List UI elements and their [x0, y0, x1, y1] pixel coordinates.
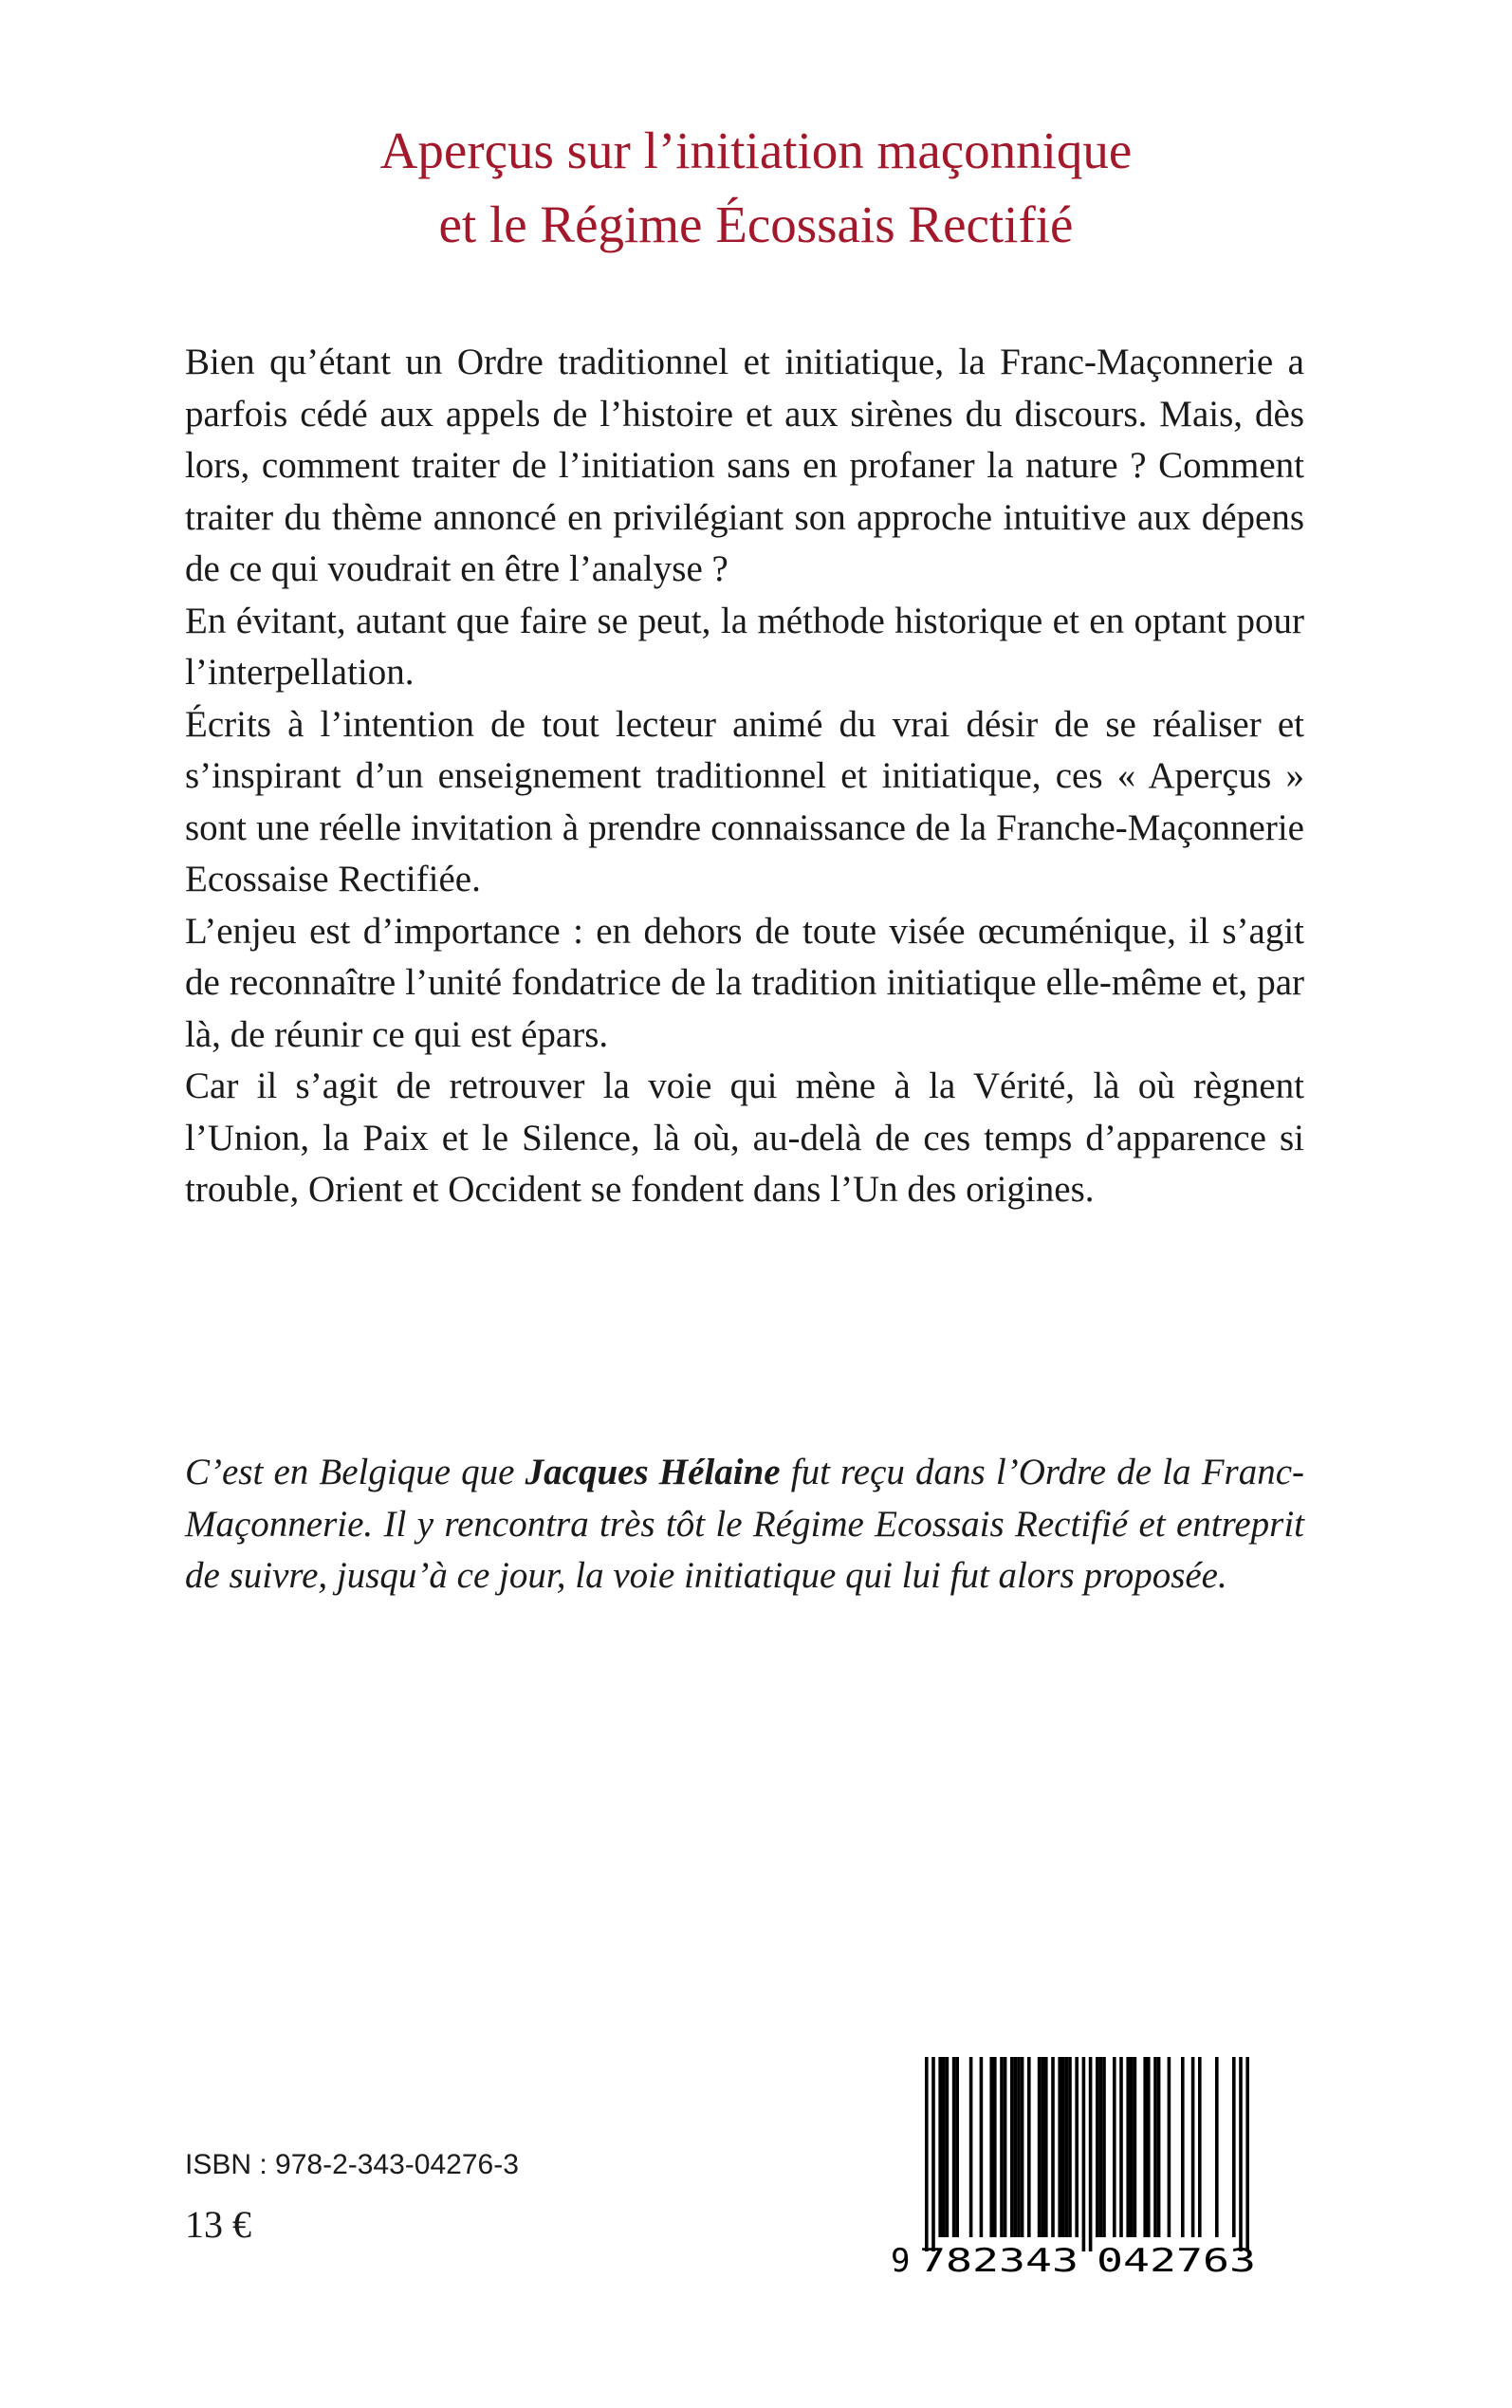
barcode-bar: [1198, 2057, 1202, 2237]
barcode-bar: [989, 2057, 993, 2237]
barcode-bar: [1153, 2057, 1157, 2237]
barcode-bar: [980, 2057, 984, 2237]
barcode-bar: [1014, 2057, 1018, 2237]
barcode-bar: [1041, 2057, 1044, 2237]
barcode-bar: [1147, 2057, 1151, 2237]
barcode-bar: [1027, 2057, 1031, 2237]
barcode-bar: [1075, 2057, 1079, 2237]
author-name: Jacques Hélaine: [525, 1452, 781, 1492]
barcode-bar: [1017, 2057, 1021, 2237]
book-title: [0, 114, 1512, 262]
barcode-guard-bar: [1239, 2057, 1243, 2251]
barcode-bar: [942, 2057, 946, 2237]
barcode-bar: [1102, 2057, 1106, 2237]
barcode-bar: [1051, 2057, 1055, 2237]
blurb-paragraph: Car il s’agit de retrouver la voie qui mène à la Vérité, là où règnent l’Union, la Paix et le Silence, là où, au-delà de ces temps d’apparence si trouble, Orient et Occident se fondent dans l’Un des origines.: [185, 1065, 1304, 1210]
barcode-bar: [952, 2057, 956, 2237]
barcode-guard-bar: [931, 2057, 935, 2251]
barcode-bar: [1096, 2057, 1099, 2237]
barcode-bar: [969, 2057, 973, 2237]
barcode-bar: [1099, 2057, 1103, 2237]
barcode-bar: [1044, 2057, 1048, 2237]
barcode-bar: [1168, 2057, 1171, 2237]
barcode-bar: [1068, 2057, 1072, 2237]
barcode-bars: [925, 2057, 1249, 2251]
book-title-line-1: Aperçus sur l’initiation maçonnique: [379, 121, 1133, 179]
barcode-bar: [1038, 2057, 1042, 2237]
barcode-bar: [1061, 2057, 1065, 2237]
barcode-right-digits: 042763: [1097, 2242, 1256, 2280]
barcode-bar: [946, 2057, 950, 2237]
barcode-bar: [1215, 2057, 1219, 2237]
author-bio: [185, 1447, 1304, 1602]
barcode-left-digits: 782343: [919, 2242, 1079, 2280]
barcode-bar: [1065, 2057, 1069, 2237]
back-cover-blurb: [185, 337, 1304, 1216]
price-label: 13 €: [185, 2203, 251, 2246]
author-bio-rest: fut reçu dans l’Ordre de la Franc-Maçonnerie. Il y rencontra très tôt le Régime Ecossais Rectifié et entreprit de suivre, jusqu’à ce jour, la voie initiatique qui lui fut alors proposée.: [185, 1452, 1304, 1596]
barcode-bar: [1010, 2057, 1014, 2237]
barcode-bar: [1143, 2057, 1147, 2237]
barcode-bar: [1004, 2057, 1007, 2237]
author-bio-intro: C’est en Belgique que: [185, 1452, 526, 1492]
barcode-bar: [955, 2057, 959, 2237]
isbn-label: ISBN : 978-2-343-04276-3: [185, 2149, 519, 2180]
barcode-bar: [1134, 2057, 1137, 2237]
barcode-guard-bar: [1245, 2057, 1249, 2251]
blurb-paragraph: Écrits à l’intention de tout lecteur animé du vrai désir de se réaliser et s’inspirant d’un enseignement traditionnel et initiatique, ces « Aperçus » sont une réelle invitation à prendre connaissance de la Franche-Maçonnerie Ecossaise Rectifiée.: [185, 703, 1304, 899]
barcode-bar: [1232, 2057, 1236, 2237]
barcode-guard-bar: [925, 2057, 929, 2251]
barcode-bar: [993, 2057, 997, 2237]
barcode-bar: [1000, 2057, 1004, 2237]
barcode-bar: [1181, 2057, 1185, 2237]
barcode-bar: [1126, 2057, 1130, 2237]
barcode-bar: [1113, 2057, 1116, 2237]
barcode-bar: [938, 2057, 942, 2237]
barcode-bar: [1058, 2057, 1061, 2237]
barcode-bar: [1191, 2057, 1195, 2237]
barcode-bar: [1119, 2057, 1123, 2237]
ean-barcode: [887, 2057, 1281, 2280]
blurb-paragraph: L’enjeu est d’importance : en dehors de toute visée œcuménique, il s’agit de reconnaître l’unité fondatrice de la tradition initiatique elle-même et, par là, de réunir ce qui est épars.: [185, 910, 1304, 1055]
blurb-paragraph: En évitant, autant que faire se peut, la méthode historique et en optant pour l’interpellation.: [185, 600, 1304, 693]
barcode-first-digit: 9: [891, 2242, 911, 2280]
book-title-line-2: et le Régime Écossais Rectifié: [438, 195, 1074, 253]
barcode-bar: [1157, 2057, 1161, 2237]
barcode-guard-bar: [1089, 2057, 1093, 2251]
barcode-bar: [1021, 2057, 1024, 2237]
barcode-guard-bar: [1082, 2057, 1086, 2251]
blurb-paragraph: Bien qu’étant un Ordre traditionnel et initiatique, la Franc-Maçonnerie a parfois cédé aux appels de l’histoire et aux sirènes du discours. Mais, dès lors, comment traiter de l’initiation sans en profaner la nature ? Comment traiter du thème annoncé en privilégiant son approche intuitive aux dépens de ce qui voudrait en être l’analyse ?: [185, 342, 1304, 589]
barcode-bar: [1130, 2057, 1134, 2237]
